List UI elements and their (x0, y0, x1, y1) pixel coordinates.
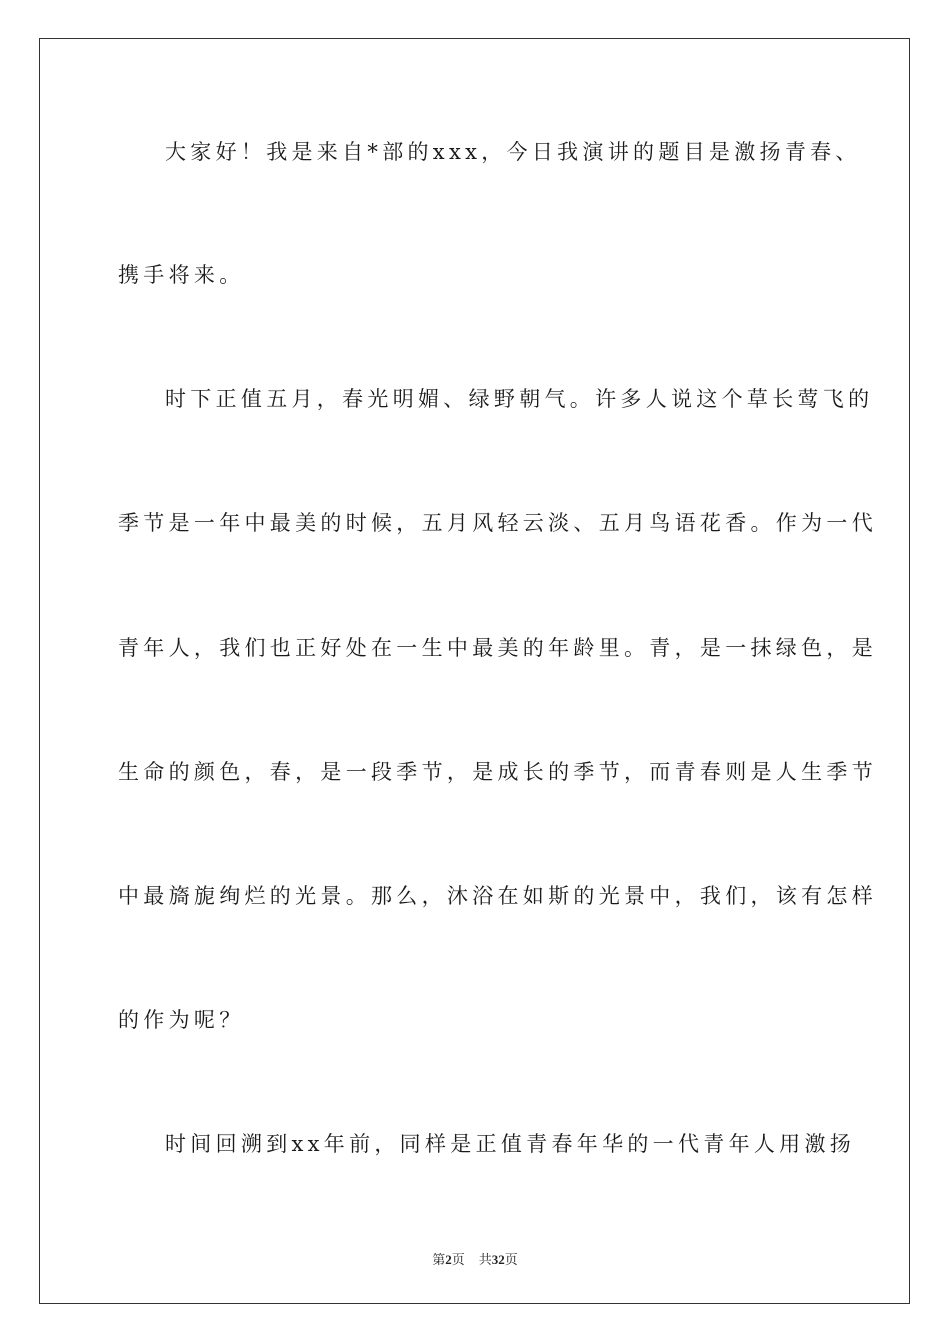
paragraph-1-line-1: 大家好！我是来自*部的xxx，今日我演讲的题目是激扬青春、 (165, 140, 861, 164)
page-suffix: 页 (451, 1252, 465, 1267)
page-footer (0, 1249, 950, 1268)
paragraph-3-line-1: 时间回溯到xx年前，同样是正值青春年华的一代青年人用激扬 (165, 1132, 856, 1156)
paragraph-2-line-1: 时下正值五月，春光明媚、绿野朝气。许多人说这个草长莺飞的 (165, 387, 874, 411)
page-prefix: 第 (432, 1252, 446, 1267)
paragraph-2-line-6: 的作为呢？ (118, 1008, 245, 1032)
page-border (39, 38, 910, 1304)
total-page-count: 32 (491, 1252, 505, 1267)
paragraph-1-line-2: 携手将来。 (118, 263, 245, 287)
total-suffix: 页 (504, 1252, 518, 1267)
paragraph-2-line-3: 青年人，我们也正好处在一生中最美的年龄里。青，是一抹绿色，是 (118, 636, 877, 660)
paragraph-2-line-5: 中最旖旎绚烂的光景。那么，沐浴在如斯的光景中，我们，该有怎样 (118, 884, 877, 908)
paragraph-2-line-4: 生命的颜色，春，是一段季节，是成长的季节，而青春则是人生季节 (118, 760, 877, 784)
paragraph-2-line-2: 季节是一年中最美的时候，五月风轻云淡、五月鸟语花香。作为一代 (118, 511, 877, 535)
total-prefix: 共 (478, 1252, 492, 1267)
current-page-number: 2 (445, 1252, 452, 1267)
